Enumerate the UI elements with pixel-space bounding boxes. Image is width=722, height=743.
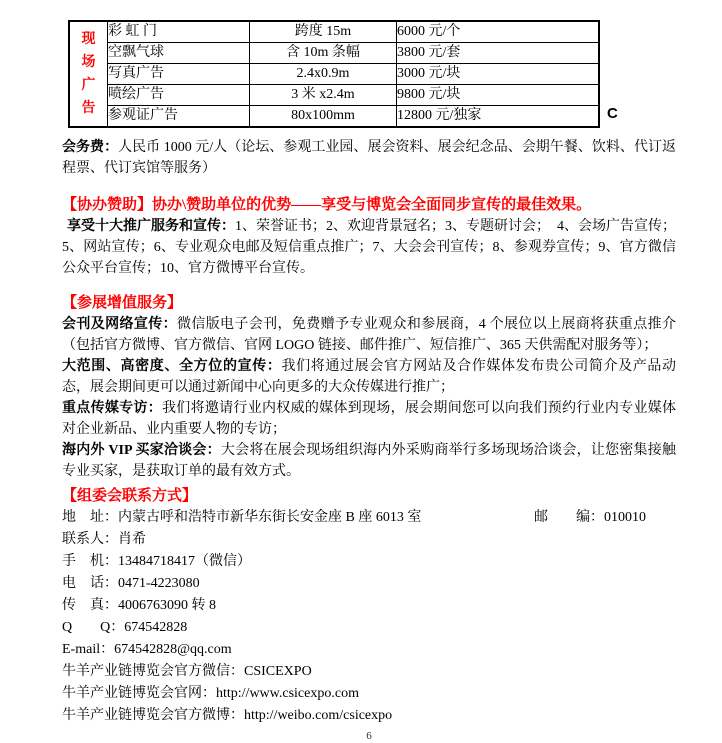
page-number: 6 xyxy=(366,730,372,742)
postal-code xyxy=(534,507,646,529)
contact-label: 传 真： xyxy=(62,598,118,613)
contact-value: CSICEXPO xyxy=(244,664,312,679)
table-row xyxy=(69,85,599,106)
contact-line-weibo xyxy=(62,705,676,727)
contact-value: 4006763090 转 8 xyxy=(118,598,216,613)
value-item xyxy=(62,440,676,482)
contact-line-website xyxy=(62,683,676,705)
ad-name-cell: 彩 虹 门 xyxy=(108,21,250,43)
stray-label: C xyxy=(607,105,618,122)
row-header-char: 告 xyxy=(81,101,96,116)
contact-line-fax xyxy=(62,595,676,617)
value-item xyxy=(62,398,676,440)
contact-line-qq xyxy=(62,617,676,639)
contact-label: 牛羊产业链博览会官方微信： xyxy=(62,664,244,679)
value-item xyxy=(62,314,676,356)
contact-section-heading: 【组委会联系方式】 xyxy=(62,488,198,504)
vertical-row-header xyxy=(69,21,108,127)
table-row xyxy=(69,43,599,64)
value-item-text: 我们将邀请行业内权威的媒体到现场，展会期间您可以向我们预约行业内专业媒体对企业新品、业内重要人物的专访； xyxy=(62,401,676,437)
ad-name-cell: 喷绘广告 xyxy=(108,85,250,106)
value-item xyxy=(62,356,676,398)
promo-text: 1、荣誉证书；2、欢迎背景冠名；3、专题研讨会； 4、会场广告宣传；5、网站宣传；6、专业观众电邮及短信重点推广；7、大会会刊宣传；8、参观券宣传；9、官方微信公众平台宣传；10、官方微博平台宣传。 xyxy=(62,219,676,276)
contact-line-person xyxy=(62,529,676,551)
contact-line-mobile xyxy=(62,551,676,573)
contact-value: 肖希 xyxy=(118,532,146,547)
address-line xyxy=(62,507,676,529)
ad-price-cell: 9800 元/块 xyxy=(397,85,600,106)
postal-label: 邮 编： xyxy=(534,510,604,525)
ad-spec-cell: 含 10m 条幅 xyxy=(250,43,397,64)
row-header-char: 广 xyxy=(81,78,96,93)
table-row xyxy=(69,106,599,128)
contact-value: http://www.csicexpo.com xyxy=(216,686,359,701)
promo-label: 享受十大推广服务和宣传： xyxy=(67,219,235,234)
row-header-char: 现 xyxy=(81,32,96,47)
address-value: 内蒙古呼和浩特市新华东街长安金座 B 座 6013 室 xyxy=(118,510,422,525)
fee-text: 人民币 1000 元/人（论坛、参观工业园、展会资料、展会纪念品、会期午餐、饮料、代订返程票、代订宾馆等服务） xyxy=(62,140,677,176)
contact-label: 牛羊产业链博览会官网： xyxy=(62,686,216,701)
contact-line-phone xyxy=(62,573,676,595)
contact-line-email xyxy=(62,639,676,661)
value-item-label: 重点传媒专访： xyxy=(62,401,162,416)
ad-price-cell: 12800 元/独家 xyxy=(397,106,600,128)
value-item-label: 会刊及网络宣传： xyxy=(62,317,177,332)
contact-value: http://weibo.com/csicexpo xyxy=(244,708,393,723)
table-row xyxy=(69,64,599,85)
contact-value: 674542828 xyxy=(124,620,188,635)
ad-spec-cell: 80x100mm xyxy=(250,106,397,128)
fee-paragraph xyxy=(62,137,676,179)
table-row xyxy=(69,21,599,43)
contact-label: 联系人： xyxy=(62,532,118,547)
value-item-label: 海内外 VIP 买家洽谈会： xyxy=(62,443,221,458)
sponsor-section-heading: 【协办赞助】协办\赞助单位的优势——享受与博览会全面同步宣传的最佳效果。 xyxy=(62,197,592,213)
ad-spec-cell: 2.4x0.9m xyxy=(250,64,397,85)
promo-paragraph xyxy=(62,216,676,279)
ad-name-cell: 空飘气球 xyxy=(108,43,250,64)
contact-value: 0471-4223080 xyxy=(118,576,200,591)
value-item-text: 大会将在展会现场组织海内外采购商举行多场现场洽谈会，让您密集接触专业买家，是获取订单的最有效方式。 xyxy=(62,443,677,479)
value-added-heading: 【参展增值服务】 xyxy=(62,295,183,311)
ad-price-cell: 6000 元/个 xyxy=(397,21,600,43)
contact-value: 13484718417（微信） xyxy=(118,554,251,569)
contact-value: 674542828@qq.com xyxy=(114,642,232,657)
contact-label: E-mail： xyxy=(62,642,115,657)
contact-label: 手 机： xyxy=(62,554,118,569)
ad-spec-cell: 3 米 x2.4m xyxy=(250,85,397,106)
ad-price-cell: 3000 元/块 xyxy=(397,64,600,85)
ad-price-cell: 3800 元/套 xyxy=(397,43,600,64)
onsite-ad-table xyxy=(68,20,600,128)
address-label: 地 址： xyxy=(62,510,118,525)
row-header-char: 场 xyxy=(81,55,96,70)
contact-line-wechat xyxy=(62,661,676,683)
ad-name-cell: 参观证广告 xyxy=(108,106,250,128)
contact-label: Q Q： xyxy=(62,620,125,635)
contact-label: 牛羊产业链博览会官方微博： xyxy=(62,708,244,723)
fee-label: 会务费： xyxy=(62,140,119,155)
contact-label: 电 话： xyxy=(62,576,118,591)
ad-name-cell: 写真广告 xyxy=(108,64,250,85)
value-item-text: 微信版电子会刊，免费赠予专业观众和参展商，4 个展位以上展商将获重点推介（包括官方微博、官方微信、官网 LOGO 链接、邮件推广、短信推广、365 天供需配对服务等）； xyxy=(62,317,676,353)
value-item-text: 我们将通过展会官方网站及合作媒体发布贵公司简介及产品动态，展会期间更可以通过新闻中心向更多的大众传媒进行推广； xyxy=(62,359,677,395)
postal-value: 010010 xyxy=(604,510,646,525)
ad-spec-cell: 跨度 15m xyxy=(250,21,397,43)
value-item-label: 大范围、高密度、全方位的宣传： xyxy=(62,359,282,374)
